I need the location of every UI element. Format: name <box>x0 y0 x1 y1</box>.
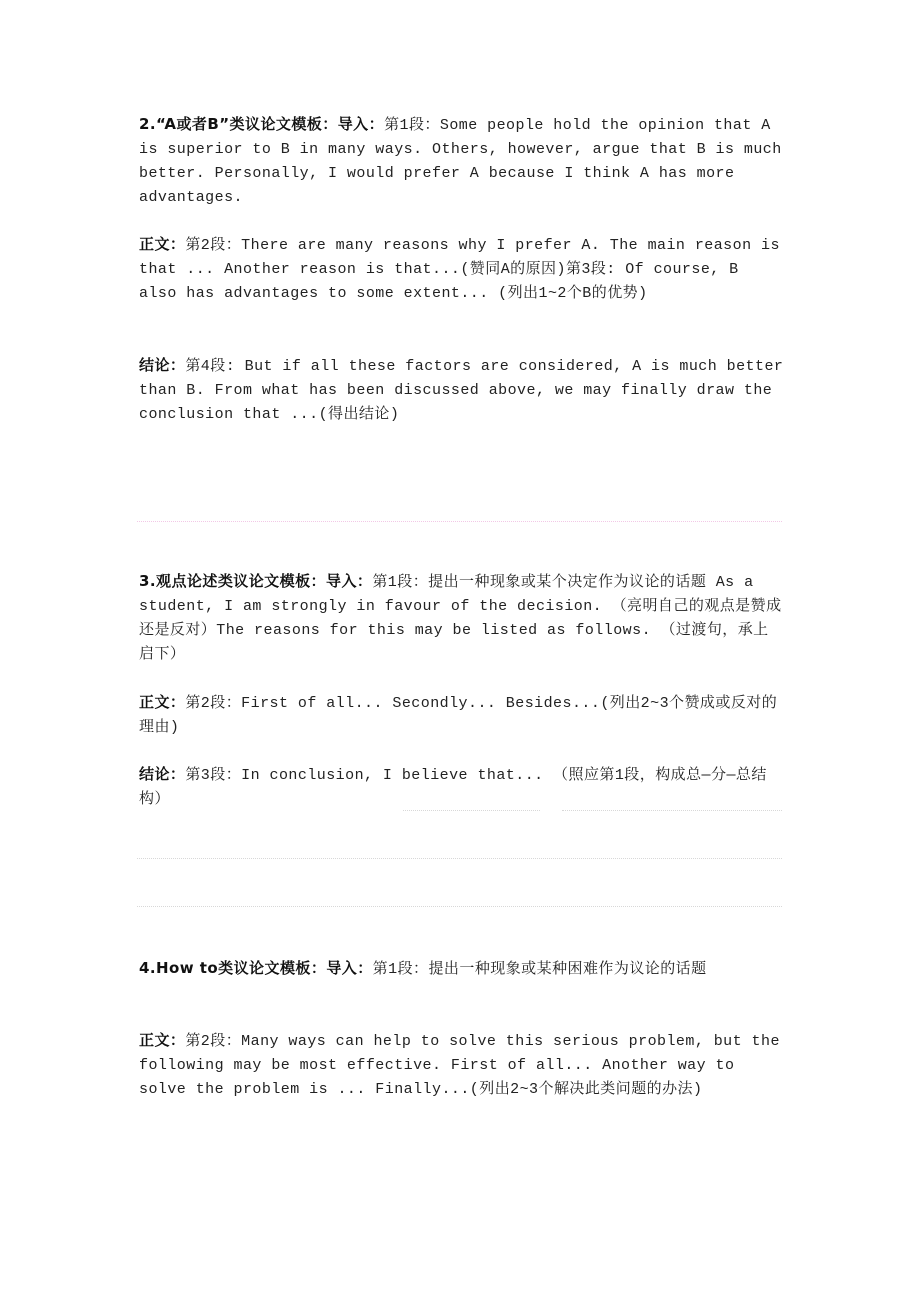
section-2-intro <box>139 112 784 210</box>
section-3-intro-text: 第1段：提出一种现象或某个决定作为议论的话题 As a student, I am strongly in favour of the decision. （亮明自己的观点是赞成还是反对）The reasons for this may be listed as follows. （过渡句，承上启下） <box>139 574 782 663</box>
section-3-body <box>139 690 784 740</box>
section-3-intro-label: 导入： <box>326 572 373 590</box>
section-2-body-label: 正文： <box>139 235 186 253</box>
section-3-conclusion <box>139 762 784 812</box>
section-4-title: 4.How to类议论文模板： <box>139 959 327 977</box>
section-2-conclusion <box>139 353 784 427</box>
section-4-intro <box>139 956 784 982</box>
section-3-body-label: 正文： <box>139 693 186 711</box>
section-2-body-text: 第2段：There are many reasons why I prefer A. The main reason is that ... Another reason is that...(赞同A的原因)第3段: Of course, B also has advantages to some extent... (列出1~2个B的优势) <box>139 237 780 302</box>
section-2-conclusion-text: 第4段: But if all these factors are considered, A is much better than B. From what has been discussed above, we may finally draw the conclusion that ...(得出结论) <box>139 358 784 423</box>
section-3-conclusion-text: 第3段：In conclusion, I believe that... （照应第1段，构成总—分—总结构） <box>139 767 767 808</box>
section-3-conclusion-label: 结论： <box>139 765 186 783</box>
section-2-body <box>139 232 784 306</box>
section-4-body-label: 正文： <box>139 1031 186 1049</box>
section-2-title: 2.“A或者B”类议论文模板： <box>139 115 338 133</box>
section-2-intro-text: 第1段：Some people hold the opinion that A is superior to B in many ways. Others, however, argue that B is much better. Personally, I would prefer A because I think A has more advantages. <box>139 117 782 206</box>
section-4-intro-text: 第1段：提出一种现象或某种困难作为议论的话题 <box>372 961 707 978</box>
divider-dotted <box>137 906 782 907</box>
section-3-intro <box>139 569 784 667</box>
section-3-title: 3.观点论述类议论文模板： <box>139 572 326 590</box>
section-2-intro-label: 导入： <box>337 115 385 133</box>
section-4-body-text: 第2段：Many ways can help to solve this serious problem, but the following may be most effective. First of all... Another way to solve the problem is ... Finally...(列出2~3个解决此类问题的办法) <box>139 1033 780 1098</box>
divider-dotted-partial <box>403 810 540 811</box>
divider-dotted-partial <box>562 810 782 811</box>
divider-dotted <box>137 521 782 522</box>
section-4-body <box>139 1028 784 1102</box>
section-2-conclusion-label: 结论： <box>139 356 186 374</box>
section-3-body-text: 第2段：First of all... Secondly... Besides...(列出2~3个赞成或反对的理由) <box>139 695 778 736</box>
section-4-intro-label: 导入： <box>326 959 373 977</box>
divider-dotted <box>137 858 782 859</box>
